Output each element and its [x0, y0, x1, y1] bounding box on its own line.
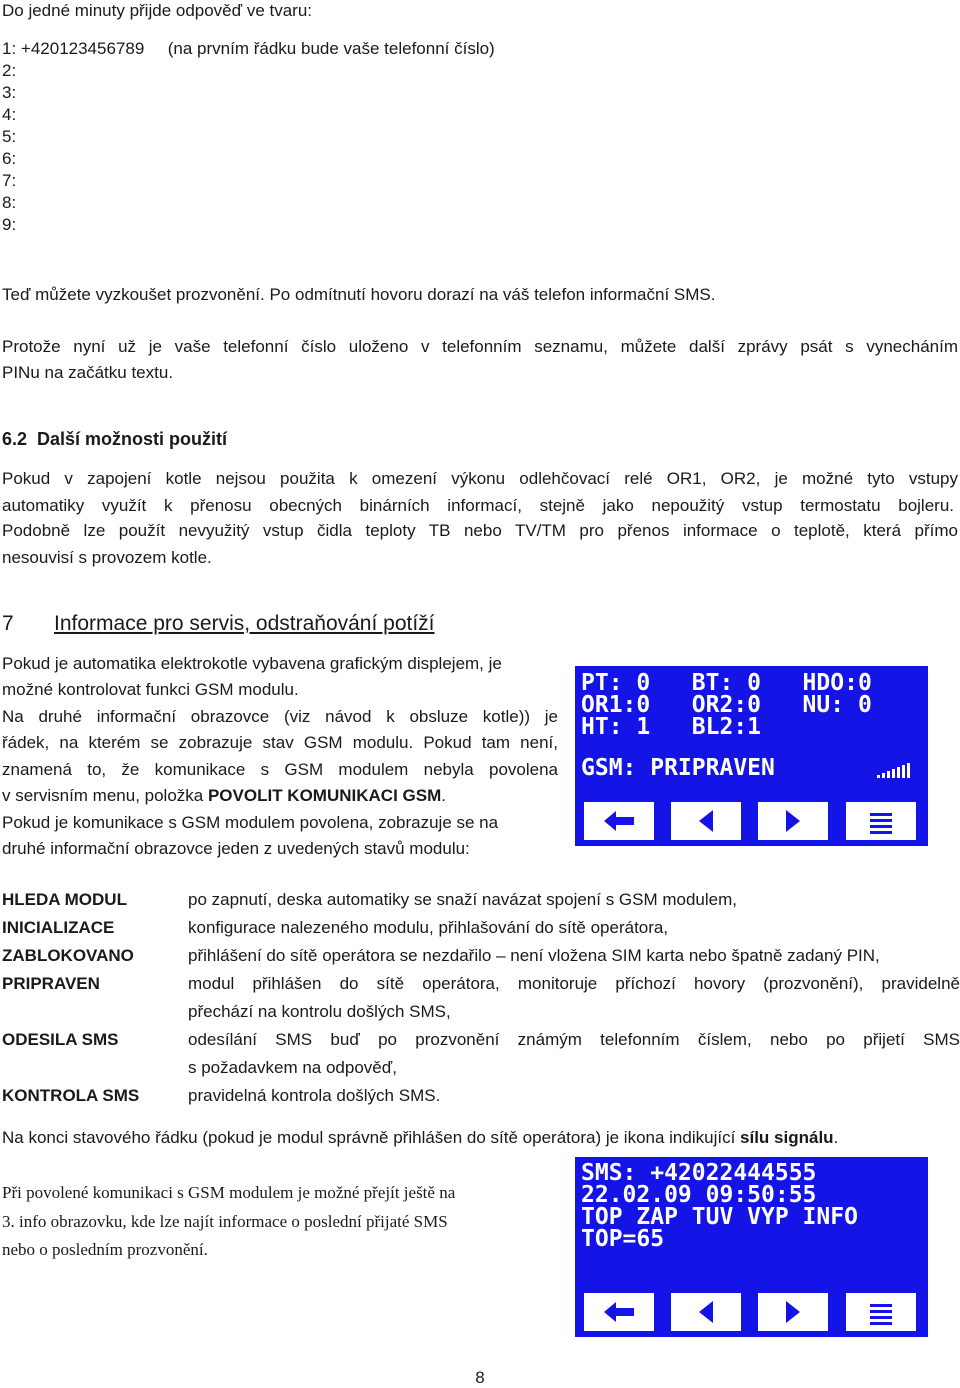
last-sms-display: [575, 1157, 928, 1337]
display2-row-3: TOP ZAP TUV VYP INFO: [581, 1204, 858, 1230]
back-arrow-icon: [584, 1293, 654, 1331]
display-row-1: PT: 0 BT: 0 HDO:0: [581, 670, 872, 696]
section-6-2-line4: nesouvisí s provozem kotle.: [2, 548, 212, 567]
state-desc: pravidelná kontrola došlých SMS.: [188, 1086, 441, 1105]
state-name: ZABLOKOVANO: [2, 946, 134, 965]
chapter-7-number: 7: [2, 612, 14, 635]
chapter-7-menu-item: POVOLIT KOMUNIKACI GSM: [207, 786, 442, 805]
list-item-1: [2, 38, 495, 60]
chapter-7-line6: Pokud je komunikace s GSM modulem povolena, zobrazuje se na: [2, 813, 499, 832]
display2-row-1: SMS: +42022444555: [581, 1160, 817, 1186]
menu-icon: [846, 1293, 916, 1331]
triangle-right-icon: [758, 1293, 828, 1331]
try-call-paragraph: Teď můžete vyzkoušet prozvonění. Po odmítnutí hovoru dorazí na váš telefon informační SMS.: [2, 285, 716, 304]
list-item-5: 5:: [2, 127, 17, 146]
state-desc: konfigurace nalezeného modulu, přihlašování do sítě operátora,: [188, 918, 669, 937]
list-item-4: 4:: [2, 105, 17, 124]
right-button[interactable]: [758, 1293, 828, 1331]
chapter-7-menu-pre: v servisním menu, položka: [2, 786, 208, 805]
state-name: INICIALIZACE: [2, 918, 115, 937]
triangle-right-icon: [758, 802, 828, 840]
list-item-6: 6:: [2, 149, 17, 168]
list-item-2: 2:: [2, 61, 17, 80]
list-item-1-note: (na prvním řádku bude vaše telefonní číslo): [167, 39, 495, 58]
third-screen-line2: 3. info obrazovku, kde lze najít informace o poslední přijaté SMS: [2, 1212, 448, 1231]
chapter-7-title: Informace pro servis, odstraňování potíží: [54, 612, 435, 635]
state-desc: přechází na kontrolu došlých SMS,: [188, 1002, 451, 1021]
chapter-7-line7: druhé informační obrazovce jeden z uvedených stavů modulu:: [2, 839, 470, 858]
chapter-7-menu-line: [2, 785, 446, 807]
third-screen-line1: Při povolené komunikaci s GSM modulem je možné přejít ještě na: [2, 1183, 456, 1202]
menu-icon: [846, 802, 916, 840]
section-6-2-line1: Pokud v zapojení kotle nejsou použita k omezení výkonu odlehčovací relé OR1, OR2, je možné tyto vstupy: [2, 469, 958, 488]
chapter-7-line3: Na druhé informační obrazovce (viz návod k obsluze kotle)) je: [2, 707, 558, 726]
display2-row-2: 22.02.09 09:50:55: [581, 1182, 817, 1208]
pin-paragraph-line2: PINu na začátku textu.: [2, 363, 174, 382]
chapter-7-line2: možné kontrolovat funkci GSM modulu.: [2, 680, 299, 699]
signal-strength-icon: [877, 760, 917, 780]
chapter-7-line1: Pokud je automatika elektrokotle vybavena grafickým displejem, je: [2, 654, 502, 673]
section-6-2-heading: 6.2 Další možnosti použití: [2, 429, 228, 449]
page-number: 8: [475, 1368, 485, 1387]
display-row-3: HT: 1 BL2:1: [581, 714, 762, 740]
state-desc: modul přihlášen do sítě operátora, monitoruje příchozí hovory (prozvonění), pravidelně: [188, 974, 960, 993]
list-item-1-number: 1: +420123456789: [2, 39, 145, 58]
pin-paragraph-line1: Protože nyní už je vaše telefonní číslo uloženo v telefonním seznamu, můžete další zprávy psát s vynecháním: [2, 337, 958, 356]
list-item-8: 8:: [2, 193, 17, 212]
chapter-7-menu-post: .: [441, 786, 446, 805]
intro-lead: Do jedné minuty přijde odpověď ve tvaru:: [2, 1, 313, 20]
back-button[interactable]: [584, 802, 654, 840]
list-item-9: 9:: [2, 215, 17, 234]
display-row-2: OR1:0 OR2:0 NU: 0: [581, 692, 872, 718]
display-gsm-row: GSM: PRIPRAVEN: [581, 755, 775, 781]
display2-row-4: TOP=65: [581, 1226, 665, 1252]
state-desc: po zapnutí, deska automatiky se snaží navázat spojení s GSM modulem,: [188, 890, 738, 909]
menu-button[interactable]: [846, 1293, 916, 1331]
signal-note-post: .: [833, 1128, 839, 1147]
menu-button[interactable]: [846, 802, 916, 840]
third-screen-line3: nebo o posledním prozvonění.: [2, 1240, 208, 1259]
list-item-3: 3:: [2, 83, 17, 102]
triangle-left-icon: [671, 802, 741, 840]
gsm-status-display: [575, 666, 928, 846]
signal-note: [2, 1127, 838, 1149]
section-6-2-line2: automatiky využít k přenosu obecných binárních informací, stejně jako nepoužitý vstup termostatu bojleru.: [2, 496, 954, 515]
signal-note-bold: sílu signálu: [740, 1128, 834, 1147]
chapter-7-line4: řádek, na kterém se zobrazuje stav GSM modulu. Pokud tam není,: [2, 733, 558, 752]
state-desc: přihlášení do sítě operátora se nezdařilo – není vložena SIM karta nebo špatně zadaný PIN,: [188, 946, 880, 965]
left-button[interactable]: [671, 802, 741, 840]
back-arrow-icon: [584, 802, 654, 840]
state-desc: s požadavkem na odpověď,: [188, 1058, 397, 1077]
section-6-2-line3: Podobně lze použít nevyužitý vstup čidla teploty TB nebo TV/TM pro přenos informace o teplotě, která přímo: [2, 521, 958, 540]
state-name: ODESILA SMS: [2, 1030, 119, 1049]
state-name: HLEDA MODUL: [2, 890, 127, 909]
left-button[interactable]: [671, 1293, 741, 1331]
triangle-left-icon: [671, 1293, 741, 1331]
state-desc: odesílání SMS buď po prozvonění známým telefonním číslem, nebo po přijetí SMS: [188, 1030, 960, 1049]
list-item-7: 7:: [2, 171, 17, 190]
chapter-7-line5: znamená to, že komunikace s GSM modulem nebyla povolena: [2, 760, 558, 779]
back-button[interactable]: [584, 1293, 654, 1331]
signal-note-pre: Na konci stavového řádku (pokud je modul správně přihlášen do sítě operátora) je ikona indikující: [2, 1128, 741, 1147]
state-name: PRIPRAVEN: [2, 974, 100, 993]
right-button[interactable]: [758, 802, 828, 840]
state-name: KONTROLA SMS: [2, 1086, 140, 1105]
